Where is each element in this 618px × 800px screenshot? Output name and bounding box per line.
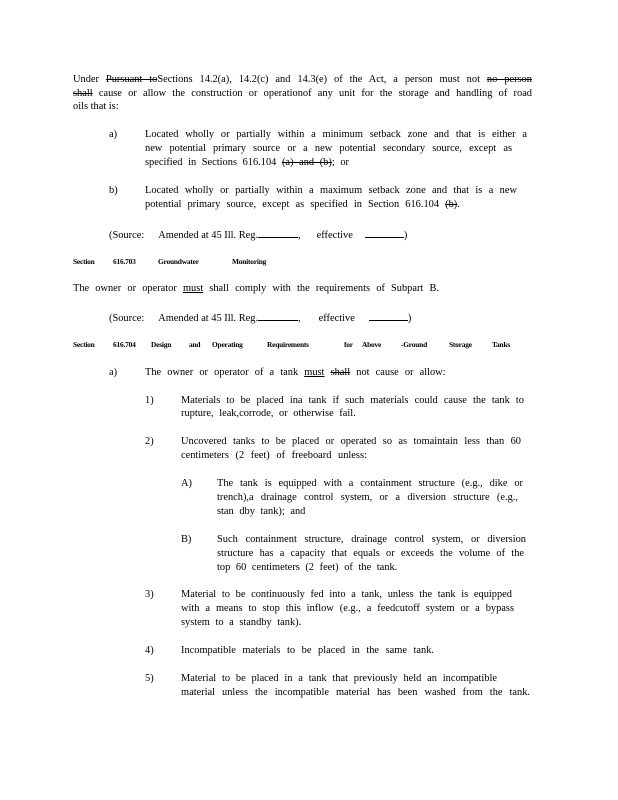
section-title-word: Operating (212, 340, 243, 349)
item-text: ; or (331, 157, 349, 168)
item-label: b) (109, 185, 118, 196)
blank-line (369, 311, 408, 321)
inserted-text: must (304, 367, 325, 378)
item-a-line-3 (145, 157, 349, 169)
section-title-word: Monitoring (232, 257, 267, 266)
item-text: potential primary source, except as specified in Section 616.104 (145, 199, 446, 210)
subitem-line: centimeters (2 feet) of freeboard unless: (181, 450, 367, 461)
subsubitem-line: top 60 centimeters (2 feet) of the tank. (217, 562, 398, 573)
section-title-word: Groundwater (158, 257, 199, 266)
subitem-line: Material to be continuously fed into a tank, unless the tank is equipped (181, 589, 512, 600)
subsubitem-line: Such containment structure, drainage control system, or diversion (217, 534, 526, 545)
section-title-word: Tanks (492, 340, 511, 349)
intro-line-1 (73, 74, 532, 86)
source-amended: Amended at 45 Ill. Reg. (158, 230, 259, 241)
subitem-line: Incompatible materials to be placed in the same tank. (181, 645, 434, 656)
body-text: The owner or operator (73, 283, 183, 294)
section-703-text (73, 283, 439, 295)
section-label: Section (73, 340, 95, 349)
section-title-word: Storage (449, 340, 472, 349)
struck-text: Pursuant to (105, 74, 158, 85)
section-title-word: and (189, 340, 201, 349)
blank-line (258, 228, 298, 238)
intro-text: Under (73, 74, 106, 85)
subitem-label: 2) (145, 436, 154, 447)
subsubitem-line: stan dby tank); and (217, 506, 306, 517)
intro-line-2 (73, 88, 532, 100)
body-text: not cause or allow: (350, 367, 446, 378)
blank-line (258, 311, 298, 321)
subsubitem-line: trench),a drainage control system, or a diversion structure (e.g., (217, 492, 518, 503)
subitem-line: rupture, leak,corrode, or otherwise fail. (181, 408, 356, 419)
struck-text: (a) and (b) (281, 157, 332, 168)
section-number: 616.703 (113, 257, 136, 266)
body-text: The owner or operator of a tank (145, 367, 305, 378)
source-effective: effective (316, 230, 353, 241)
item-text: specified in Sections 616.104 (145, 157, 282, 168)
intro-text: cause or allow the construction or operationof any unit for the storage and handling of road (92, 88, 532, 99)
section-title-word: Above (362, 340, 382, 349)
source-effective: effective (318, 313, 355, 324)
item-b-line-2 (145, 199, 460, 211)
body-text: shall comply with the requirements of Subpart B. (203, 283, 439, 294)
struck-text: no person (486, 74, 532, 85)
item-label: a) (109, 129, 118, 140)
section-title-word: Requirements (267, 340, 309, 349)
struck-text: (b) (445, 199, 458, 210)
subsubitem-line: The tank is equipped with a containment structure (e.g., dike or (217, 478, 523, 489)
subitem-line: Material to be placed in a tank that previously held an incompatible (181, 673, 497, 684)
subsubitem-line: structure has a capacity that equals or exceeds the volume of the (217, 548, 524, 559)
subitem-label: 3) (145, 589, 154, 600)
subitem-line: system to a standby tank). (181, 617, 302, 628)
subsubitem-label: B) (181, 534, 192, 545)
source-comma: , (298, 313, 301, 324)
section-title-word: for (344, 340, 353, 349)
source-close: ) (403, 230, 408, 241)
item-label: a) (109, 367, 118, 378)
source-amended: Amended at 45 Ill. Reg. (158, 313, 259, 324)
source-label: (Source: (109, 313, 145, 324)
intro-text: Sections 14.2(a), 14.2(c) and 14.3(e) of the Act, a person must not (157, 74, 487, 85)
section-number: 616.704 (113, 340, 136, 349)
item-a-line-2: new potential primary source or a new potential secondary source, except as (145, 143, 512, 154)
blank-line (365, 228, 404, 238)
item-b-line-1: Located wholly or partially within a maximum setback zone and that is a new (145, 185, 517, 196)
source-close: ) (407, 313, 412, 324)
section-title-word: -Ground (401, 340, 427, 349)
item-a-line-1: Located wholly or partially within a minimum setback zone and that is either a (145, 129, 527, 140)
subitem-label: 5) (145, 673, 154, 684)
section-title-word: Design (151, 340, 172, 349)
subitem-line: Materials to be placed ina tank if such materials could cause the tank to (181, 395, 524, 406)
source-comma: , (298, 230, 301, 241)
struck-text: shall (330, 367, 351, 378)
source-label: (Source: (109, 230, 145, 241)
struck-text: shall (73, 88, 93, 99)
source-note (109, 228, 407, 242)
intro-line-3: oils that is: (73, 101, 119, 112)
section-label: Section (73, 257, 95, 266)
subitem-line: material unless the incompatible material has been washed from the tank. (181, 687, 530, 698)
item-text: . (457, 199, 460, 210)
source-note (109, 311, 411, 325)
item-704a-text (145, 367, 446, 379)
subitem-label: 4) (145, 645, 154, 656)
subsubitem-label: A) (181, 478, 192, 489)
subitem-line: with a means to stop this inflow (e.g., a feedcutoff system or a bypass (181, 603, 514, 614)
subitem-line: Uncovered tanks to be placed or operated so as tomaintain less than 60 (181, 436, 521, 447)
inserted-text: must (182, 283, 204, 294)
subitem-label: 1) (145, 395, 154, 406)
